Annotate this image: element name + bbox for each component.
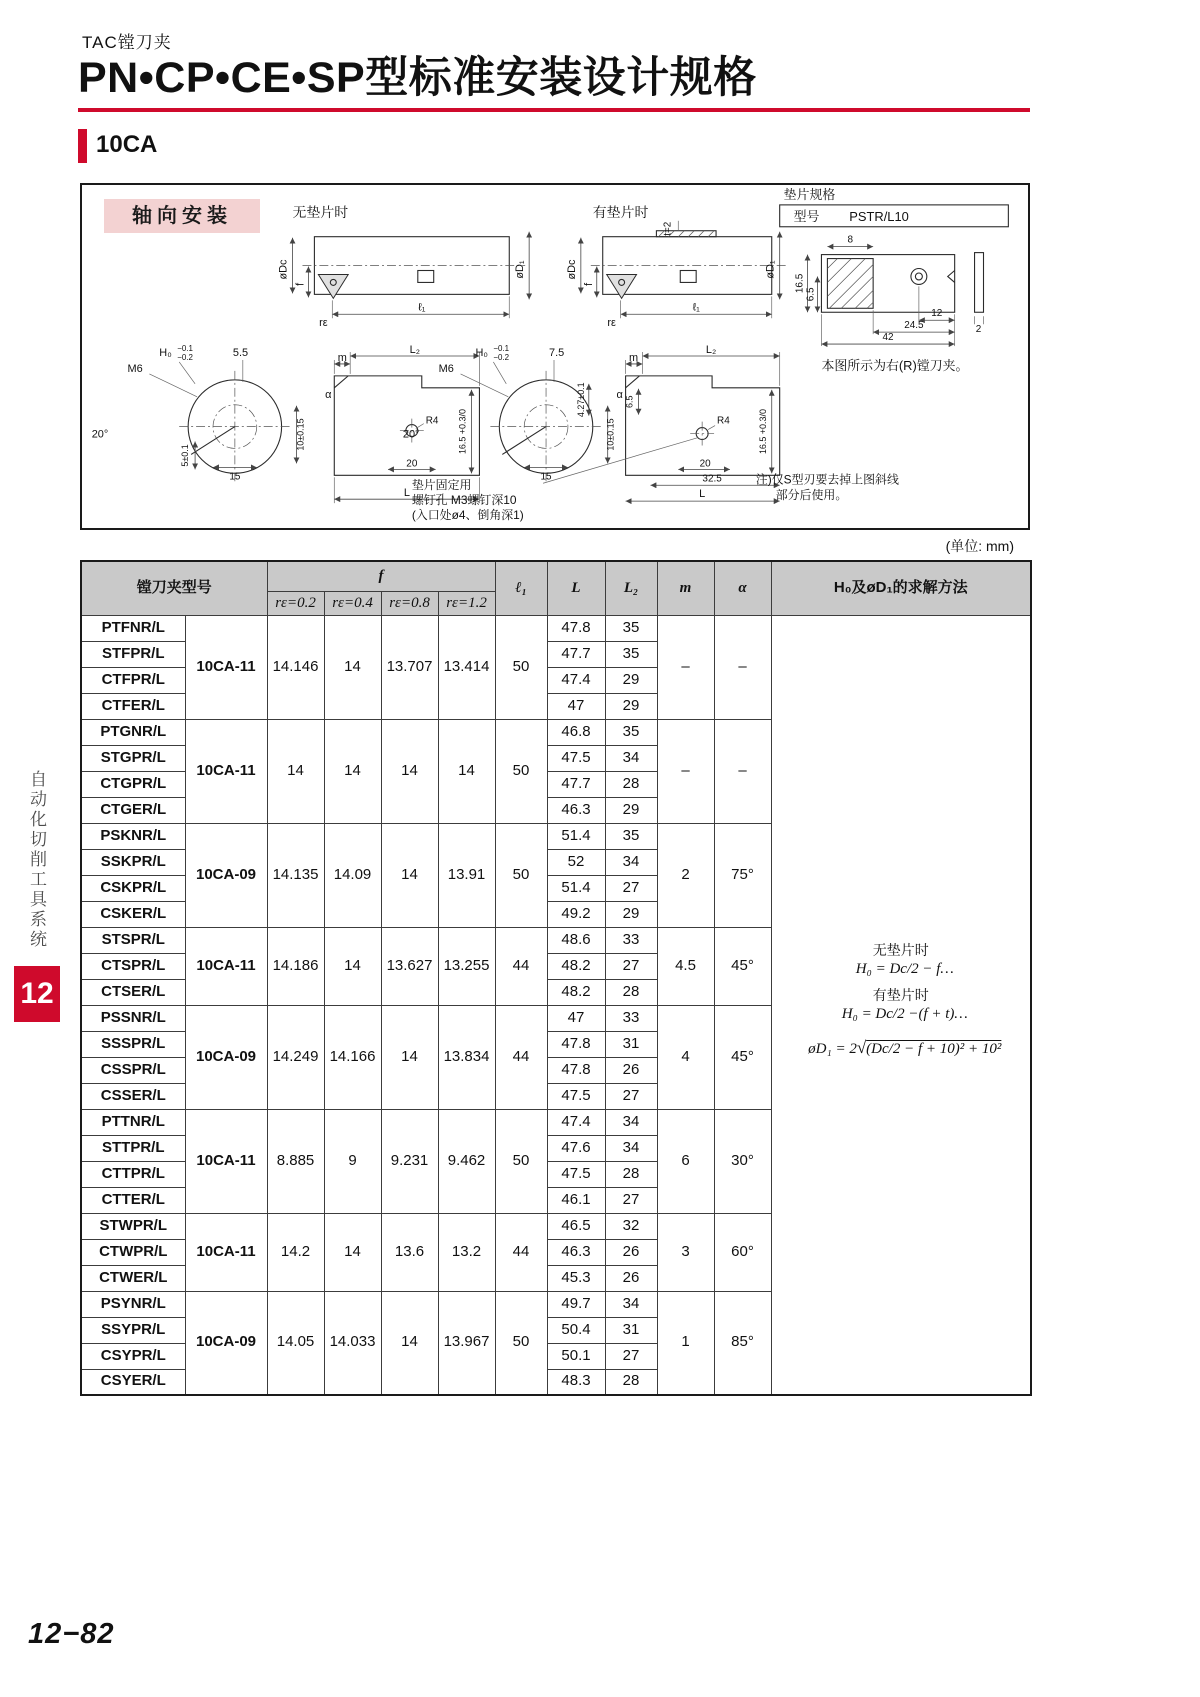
diagram-label: 20 bbox=[699, 458, 711, 470]
L2-cell: 29 bbox=[605, 901, 657, 927]
group-id-cell: 10CA-11 bbox=[185, 1109, 267, 1213]
diagram-label: L bbox=[699, 488, 706, 501]
L2-cell: 27 bbox=[605, 953, 657, 979]
diagram-label: 5.5 bbox=[232, 347, 249, 360]
header-r04: rε=0.4 bbox=[324, 591, 381, 615]
f-value-cell: 14 bbox=[267, 719, 324, 823]
f-value-cell: 14.166 bbox=[324, 1005, 381, 1109]
f-value-cell: 14.186 bbox=[267, 927, 324, 1005]
axial-mount-label: 轴向安装 bbox=[104, 199, 260, 233]
f-value-cell: 14.249 bbox=[267, 1005, 324, 1109]
diagram-label: −0.2 bbox=[177, 352, 193, 362]
diagram-label: R4 bbox=[425, 415, 439, 427]
group-id-cell: 10CA-11 bbox=[185, 1213, 267, 1291]
model-cell: PTGNR/L bbox=[81, 719, 185, 745]
end-view-no-shim bbox=[149, 360, 296, 482]
alpha-cell: 30° bbox=[714, 1109, 771, 1213]
model-cell: PSYNR/L bbox=[81, 1291, 185, 1317]
f-value-cell: 14.09 bbox=[324, 823, 381, 927]
diagram-label: øDc bbox=[277, 259, 290, 280]
model-cell: CSYER/L bbox=[81, 1369, 185, 1395]
L2-cell: 35 bbox=[605, 641, 657, 667]
model-cell: CSSER/L bbox=[81, 1083, 185, 1109]
model-cell: CTWER/L bbox=[81, 1265, 185, 1291]
diagram-label: øDc bbox=[565, 259, 578, 280]
diagram-label: 无垫片时 bbox=[292, 203, 349, 220]
diagram-label: −0.1 bbox=[493, 344, 510, 354]
l1-cell: 50 bbox=[495, 719, 547, 823]
L2-cell: 28 bbox=[605, 1161, 657, 1187]
diagram-label: PSTR/L10 bbox=[849, 208, 909, 224]
f-value-cell: 13.627 bbox=[381, 927, 438, 1005]
alpha-cell: 85° bbox=[714, 1291, 771, 1395]
diagram-label: M6 bbox=[127, 362, 143, 375]
end-view-with-shim bbox=[461, 360, 608, 482]
L-cell: 47.4 bbox=[547, 1109, 605, 1135]
L-cell: 47.4 bbox=[547, 667, 605, 693]
L-cell: 49.7 bbox=[547, 1291, 605, 1317]
diagram-panel bbox=[80, 183, 1030, 530]
diagram-label: f bbox=[294, 282, 307, 286]
model-cell: PSSNR/L bbox=[81, 1005, 185, 1031]
diagram-label: 10±0.15 bbox=[295, 418, 306, 451]
group-id-cell: 10CA-09 bbox=[185, 1005, 267, 1109]
L2-cell: 34 bbox=[605, 745, 657, 771]
header-r02: rε=0.2 bbox=[267, 591, 324, 615]
diagram-label: 4.27±0.1 bbox=[575, 382, 586, 418]
l1-cell: 50 bbox=[495, 823, 547, 927]
f-value-cell: 13.91 bbox=[438, 823, 495, 927]
l1-cell: 44 bbox=[495, 1005, 547, 1109]
model-cell: CTTER/L bbox=[81, 1187, 185, 1213]
model-cell: CTGPR/L bbox=[81, 771, 185, 797]
L-cell: 50.4 bbox=[547, 1317, 605, 1343]
f-value-cell: 13.6 bbox=[381, 1213, 438, 1291]
method-d1-formula bbox=[780, 1038, 1031, 1058]
group-id-cell: 10CA-09 bbox=[185, 823, 267, 927]
diagram-label: L₂ bbox=[409, 344, 420, 357]
L-cell: 49.2 bbox=[547, 901, 605, 927]
L-cell: 50.1 bbox=[547, 1343, 605, 1369]
L-cell: 51.4 bbox=[547, 823, 605, 849]
diagram-label: (入口处ø4、倒角深1) bbox=[411, 508, 524, 523]
L2-cell: 33 bbox=[605, 1005, 657, 1031]
L-cell: 46.5 bbox=[547, 1213, 605, 1239]
method-no-shim-title: 无垫片时 bbox=[872, 942, 929, 959]
model-cell: SSSPR/L bbox=[81, 1031, 185, 1057]
chapter-badge: 12 bbox=[14, 966, 60, 1022]
model-cell: CTFER/L bbox=[81, 693, 185, 719]
L2-cell: 31 bbox=[605, 1317, 657, 1343]
f-value-cell: 14.033 bbox=[324, 1291, 381, 1395]
f-value-cell: 14 bbox=[324, 719, 381, 823]
diagram-label: −0.2 bbox=[493, 352, 510, 362]
diagram-label: 2 bbox=[975, 324, 982, 336]
diagram-label: M6 bbox=[438, 362, 454, 375]
f-value-cell: 14.146 bbox=[267, 615, 324, 719]
header-r12: rε=1.2 bbox=[438, 591, 495, 615]
spec-table bbox=[80, 560, 1032, 1396]
group-id-cell: 10CA-11 bbox=[185, 927, 267, 1005]
diagram-label: 注)仅S型刃要去掉上图斜线 bbox=[755, 472, 899, 487]
L2-cell: 34 bbox=[605, 1135, 657, 1161]
f-value-cell: 14.05 bbox=[267, 1291, 324, 1395]
header-L: L bbox=[547, 561, 605, 615]
f-value-cell: 9.231 bbox=[381, 1109, 438, 1213]
L2-cell: 34 bbox=[605, 1291, 657, 1317]
diagram-label: R4 bbox=[717, 415, 730, 427]
m-cell: 4.5 bbox=[657, 927, 714, 1005]
f-value-cell: 13.834 bbox=[438, 1005, 495, 1109]
L-cell: 45.3 bbox=[547, 1265, 605, 1291]
model-cell: STFPR/L bbox=[81, 641, 185, 667]
method-shim-title: 有垫片时 bbox=[872, 986, 929, 1003]
L2-cell: 26 bbox=[605, 1057, 657, 1083]
diagram-label: 10±0.15 bbox=[605, 418, 616, 451]
diagram-label: 有垫片时 bbox=[592, 203, 649, 220]
L2-cell: 26 bbox=[605, 1265, 657, 1291]
L-cell: 47.5 bbox=[547, 1161, 605, 1187]
diagram-label: 螺钉孔 M3螺钉深10 bbox=[411, 493, 517, 508]
group-id-cell: 10CA-11 bbox=[185, 615, 267, 719]
model-cell: CTGER/L bbox=[81, 797, 185, 823]
model-cell: PTFNR/L bbox=[81, 615, 185, 641]
alpha-cell: – bbox=[714, 615, 771, 719]
L2-cell: 32 bbox=[605, 1213, 657, 1239]
model-cell: STTPR/L bbox=[81, 1135, 185, 1161]
diagram-label: L bbox=[403, 487, 410, 500]
L-cell: 46.1 bbox=[547, 1187, 605, 1213]
f-value-cell: 14.135 bbox=[267, 823, 324, 927]
diagram-label: ℓ₁ bbox=[692, 301, 700, 314]
alpha-cell: 45° bbox=[714, 1005, 771, 1109]
method-shim-formula: H₀ = Dc/2 −(f + t)… bbox=[841, 1005, 968, 1022]
m-cell: 6 bbox=[657, 1109, 714, 1213]
diagram-label: 6.5 bbox=[624, 395, 635, 408]
diagram-label: rε bbox=[607, 317, 616, 330]
alpha-cell: 45° bbox=[714, 927, 771, 1005]
alpha-cell: – bbox=[714, 719, 771, 823]
header-L2: L₂ bbox=[605, 561, 657, 615]
l1-cell: 50 bbox=[495, 1291, 547, 1395]
L-cell: 47.8 bbox=[547, 615, 605, 641]
diagram-svg bbox=[82, 185, 1028, 528]
f-value-cell: 14 bbox=[381, 823, 438, 927]
alpha-cell: 60° bbox=[714, 1213, 771, 1291]
method-d1-radicand: (Dc/2 − f + 10)² + 10² bbox=[866, 1041, 1002, 1058]
method-no-shim-formula: H₀ = Dc/2 − f… bbox=[855, 961, 954, 978]
model-cell: CTWPR/L bbox=[81, 1239, 185, 1265]
diagram-label: ℓ₁ bbox=[418, 301, 426, 314]
diagram-label: øD₁ bbox=[514, 260, 527, 279]
model-cell: CSKER/L bbox=[81, 901, 185, 927]
unit-note: (单位: mm) bbox=[945, 538, 1014, 554]
f-value-cell: 14 bbox=[381, 1005, 438, 1109]
side-view-no-shim bbox=[293, 232, 530, 318]
group-id-cell: 10CA-11 bbox=[185, 719, 267, 823]
m-cell: – bbox=[657, 615, 714, 719]
L2-cell: 28 bbox=[605, 979, 657, 1005]
model-cell: PTTNR/L bbox=[81, 1109, 185, 1135]
model-cell: CSSPR/L bbox=[81, 1057, 185, 1083]
L-cell: 46.8 bbox=[547, 719, 605, 745]
f-value-cell: 14 bbox=[324, 1213, 381, 1291]
m-cell: 3 bbox=[657, 1213, 714, 1291]
header-method: H₀及øD₁的求解方法 bbox=[771, 561, 1031, 615]
section-accent-bar bbox=[78, 129, 87, 163]
header-f: f bbox=[267, 561, 495, 591]
side-view-with-shim bbox=[581, 221, 786, 318]
L2-cell: 27 bbox=[605, 1187, 657, 1213]
model-cell: CTFPR/L bbox=[81, 667, 185, 693]
diagram-label: 8 bbox=[847, 234, 854, 246]
diagram-label: 5±0.1 bbox=[180, 444, 191, 467]
L2-cell: 31 bbox=[605, 1031, 657, 1057]
L2-cell: 29 bbox=[605, 667, 657, 693]
diagram-label: H₀ bbox=[475, 347, 488, 360]
l1-cell: 44 bbox=[495, 927, 547, 1005]
m-cell: 2 bbox=[657, 823, 714, 927]
diagram-label: f bbox=[582, 282, 595, 286]
L2-cell: 28 bbox=[605, 771, 657, 797]
m-cell: – bbox=[657, 719, 714, 823]
spec-table-body bbox=[81, 615, 1031, 1395]
radical-sign: √ bbox=[856, 1038, 867, 1058]
L-cell: 46.3 bbox=[547, 797, 605, 823]
diagram-label: 32.5 bbox=[702, 473, 722, 485]
L2-cell: 29 bbox=[605, 797, 657, 823]
diagram-label: H₀ bbox=[159, 347, 172, 360]
L2-cell: 28 bbox=[605, 1369, 657, 1395]
section-title: 10CA bbox=[96, 131, 158, 158]
diagram-label: 20° bbox=[91, 428, 109, 441]
f-value-cell: 9 bbox=[324, 1109, 381, 1213]
diagram-label: øD₁ bbox=[764, 260, 777, 279]
diagram-label: L₂ bbox=[705, 344, 717, 357]
group-id-cell: 10CA-09 bbox=[185, 1291, 267, 1395]
L2-cell: 34 bbox=[605, 849, 657, 875]
L2-cell: 35 bbox=[605, 615, 657, 641]
sidebar-vertical-label: 自动化切削工具系统 bbox=[27, 770, 46, 950]
L2-cell: 26 bbox=[605, 1239, 657, 1265]
L-cell: 47.5 bbox=[547, 745, 605, 771]
method-d1-prefix: øD₁ = 2 bbox=[808, 1041, 857, 1058]
diagram-label: 垫片固定用 bbox=[411, 478, 472, 493]
model-cell: CTSPR/L bbox=[81, 953, 185, 979]
f-value-cell: 13.707 bbox=[381, 615, 438, 719]
model-cell: STSPR/L bbox=[81, 927, 185, 953]
header-alpha: α bbox=[714, 561, 771, 615]
diagram-label: 20° bbox=[402, 428, 420, 441]
table-header bbox=[81, 561, 1031, 615]
diagram-label: −0.1 bbox=[177, 344, 193, 354]
diagram-label: 部分后使用。 bbox=[775, 488, 848, 503]
model-cell: STGPR/L bbox=[81, 745, 185, 771]
model-cell: CTTPR/L bbox=[81, 1161, 185, 1187]
page-title: PN•CP•CE•SP型标准安装设计规格 bbox=[78, 54, 757, 102]
L2-cell: 27 bbox=[605, 1083, 657, 1109]
diagram-label: 6.5 bbox=[805, 287, 817, 302]
f-value-cell: 14 bbox=[324, 615, 381, 719]
diagram-label: m bbox=[628, 351, 639, 364]
f-value-cell: 9.462 bbox=[438, 1109, 495, 1213]
L2-cell: 33 bbox=[605, 927, 657, 953]
diagram-label: 垫片规格 bbox=[783, 186, 836, 202]
l1-cell: 50 bbox=[495, 1109, 547, 1213]
l1-cell: 44 bbox=[495, 1213, 547, 1291]
L-cell: 47.8 bbox=[547, 1057, 605, 1083]
shim-front-view bbox=[808, 247, 955, 346]
L2-cell: 34 bbox=[605, 1109, 657, 1135]
model-cell: SSKPR/L bbox=[81, 849, 185, 875]
L-cell: 48.2 bbox=[547, 953, 605, 979]
f-value-cell: 8.885 bbox=[267, 1109, 324, 1213]
diagram-label: 12 bbox=[931, 308, 943, 320]
L-cell: 47.6 bbox=[547, 1135, 605, 1161]
diagram-label: 本图所示为右(R)镗刀夹。 bbox=[821, 357, 969, 373]
f-value-cell: 13.2 bbox=[438, 1213, 495, 1291]
diagram-label: m bbox=[337, 351, 347, 364]
L2-cell: 35 bbox=[605, 719, 657, 745]
alpha-cell: 75° bbox=[714, 823, 771, 927]
diagram-label: t=2 bbox=[662, 221, 674, 236]
f-value-cell: 14 bbox=[381, 1291, 438, 1395]
L-cell: 48.3 bbox=[547, 1369, 605, 1395]
table-row bbox=[81, 615, 1031, 641]
diagram-label: 24.5 bbox=[904, 320, 924, 332]
f-value-cell: 14 bbox=[324, 927, 381, 1005]
L-cell: 51.4 bbox=[547, 875, 605, 901]
f-value-cell: 13.255 bbox=[438, 927, 495, 1005]
L-cell: 48.6 bbox=[547, 927, 605, 953]
f-value-cell: 13.967 bbox=[438, 1291, 495, 1395]
L2-cell: 35 bbox=[605, 823, 657, 849]
L-cell: 47 bbox=[547, 693, 605, 719]
model-cell: CSYPR/L bbox=[81, 1343, 185, 1369]
l1-cell: 50 bbox=[495, 615, 547, 719]
diagram-label: 16.5 +0.3/0 bbox=[457, 409, 468, 455]
header-model: 镗刀夹型号 bbox=[81, 561, 267, 615]
model-cell: PSKNR/L bbox=[81, 823, 185, 849]
model-cell: STWPR/L bbox=[81, 1213, 185, 1239]
method-block bbox=[772, 943, 1031, 1058]
diagram-label: 16.5 bbox=[794, 273, 806, 294]
header-r08: rε=0.8 bbox=[381, 591, 438, 615]
L-cell: 47.7 bbox=[547, 641, 605, 667]
title-rule bbox=[78, 108, 1030, 112]
model-cell: CTSER/L bbox=[81, 979, 185, 1005]
m-cell: 4 bbox=[657, 1005, 714, 1109]
diagram-label: 42 bbox=[882, 332, 894, 344]
f-value-cell: 14.2 bbox=[267, 1213, 324, 1291]
diagram-label: α bbox=[325, 388, 332, 401]
model-cell: SSYPR/L bbox=[81, 1317, 185, 1343]
L2-cell: 29 bbox=[605, 693, 657, 719]
L-cell: 46.3 bbox=[547, 1239, 605, 1265]
L-cell: 47 bbox=[547, 1005, 605, 1031]
diagram-label: rε bbox=[319, 317, 328, 330]
L-cell: 47.5 bbox=[547, 1083, 605, 1109]
method-cell bbox=[771, 615, 1031, 1395]
f-value-cell: 13.414 bbox=[438, 615, 495, 719]
diagram-label: 15 bbox=[540, 471, 552, 483]
L-cell: 47.7 bbox=[547, 771, 605, 797]
diagram-label: 20 bbox=[406, 458, 418, 470]
L2-cell: 27 bbox=[605, 875, 657, 901]
header-l1: ℓ₁ bbox=[495, 561, 547, 615]
model-cell: CSKPR/L bbox=[81, 875, 185, 901]
L2-cell: 27 bbox=[605, 1343, 657, 1369]
diagram-label: α bbox=[616, 388, 623, 401]
header-m: m bbox=[657, 561, 714, 615]
L-cell: 48.2 bbox=[547, 979, 605, 1005]
f-value-cell: 14 bbox=[381, 719, 438, 823]
page-number: 12−82 bbox=[28, 1618, 115, 1650]
diagram-label: 7.5 bbox=[549, 347, 565, 360]
page-kicker: TAC镗刀夹 bbox=[82, 33, 172, 52]
m-cell: 1 bbox=[657, 1291, 714, 1395]
f-value-cell: 14 bbox=[438, 719, 495, 823]
diagram-label: 16.5 +0.3/0 bbox=[757, 409, 768, 455]
shim-side-view bbox=[975, 253, 984, 325]
L-cell: 47.8 bbox=[547, 1031, 605, 1057]
diagram-label: 型号 bbox=[793, 208, 820, 224]
diagram-label: 15 bbox=[229, 471, 241, 483]
L-cell: 52 bbox=[547, 849, 605, 875]
